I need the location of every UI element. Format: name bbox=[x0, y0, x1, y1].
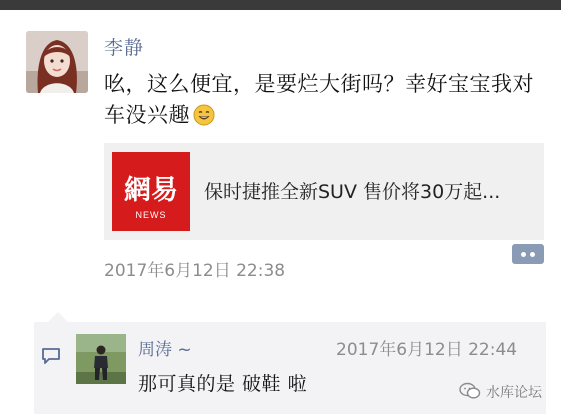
post-text bbox=[104, 69, 552, 135]
author-avatar[interactable] bbox=[26, 31, 88, 93]
commenter-avatar[interactable] bbox=[76, 334, 126, 384]
shared-link-card[interactable] bbox=[104, 143, 544, 240]
author-name[interactable]: 李静 bbox=[104, 37, 145, 59]
commenter-name[interactable]: 周涛 ~ bbox=[138, 340, 192, 360]
more-actions-button[interactable] bbox=[512, 244, 544, 264]
link-title: 保时捷推全新SUV 售价将30万起... bbox=[204, 181, 501, 203]
top-bar bbox=[0, 0, 561, 10]
wechat-icon bbox=[459, 382, 481, 400]
netease-logo-text: 網易 bbox=[124, 175, 178, 206]
post-timestamp: 2017年6月12日 22:38 bbox=[104, 261, 286, 281]
comment-icon bbox=[41, 347, 61, 365]
comment-timestamp: 2017年6月12日 22:44 bbox=[336, 340, 518, 360]
post-text-content: 吆，这么便宜，是要烂大街吗？幸好宝宝我对车没兴趣 bbox=[104, 72, 534, 127]
comment-text: 那可真的是 破鞋 啦 bbox=[138, 373, 308, 395]
netease-logo-subtext: NEWS bbox=[135, 210, 167, 220]
netease-news-logo bbox=[112, 152, 190, 231]
grinning-face-emoji-icon bbox=[193, 104, 215, 135]
watermark-text: 水库论坛 bbox=[486, 385, 542, 401]
more-dot-icon bbox=[521, 252, 526, 257]
more-dot-icon bbox=[530, 252, 535, 257]
comment-area-notch bbox=[48, 312, 68, 322]
